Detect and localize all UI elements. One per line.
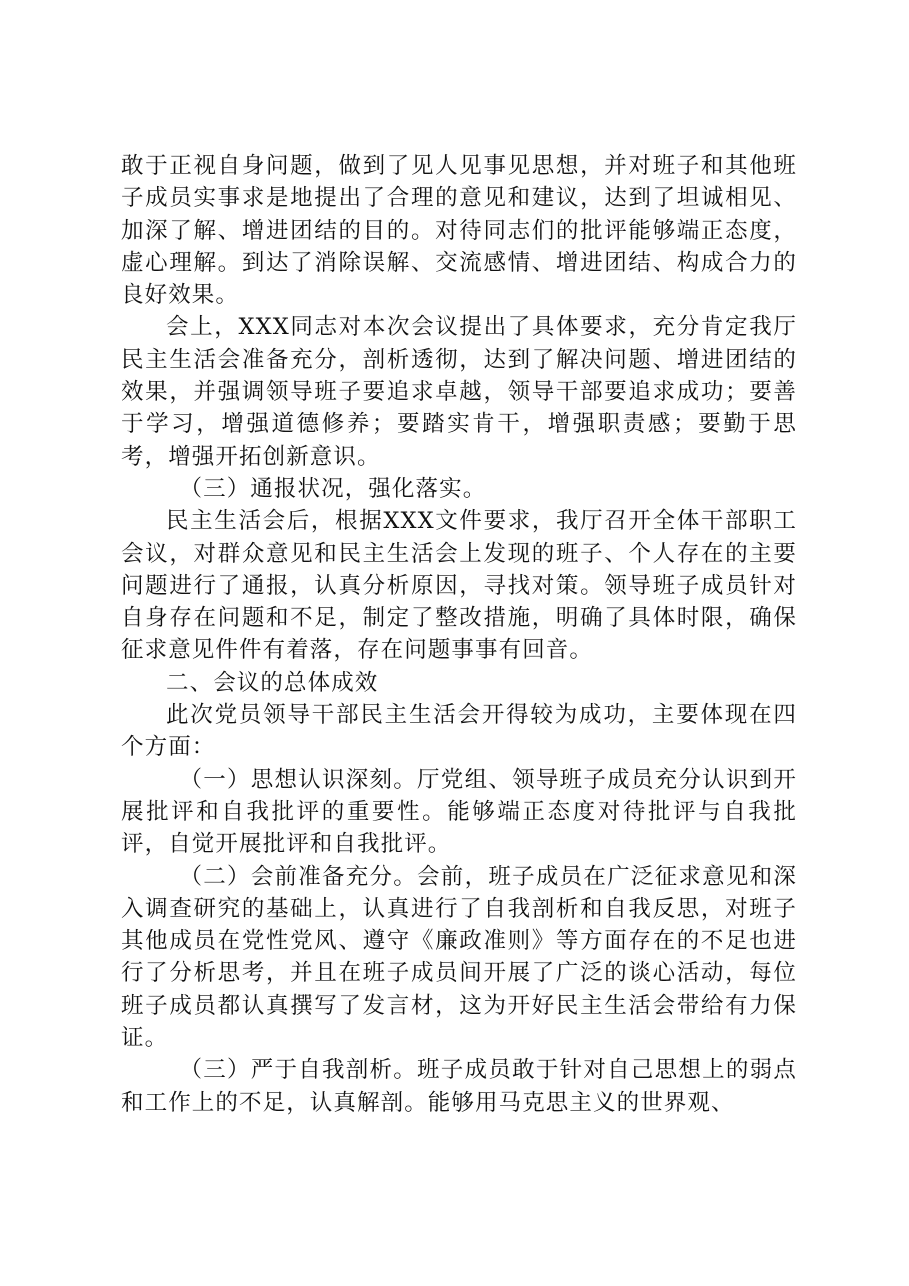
paragraph-aspect-two: （二）会前准备充分。会前，班子成员在广泛征求意见和深入调查研究的基础上，认真进行了自我剖析和自我反思，对班子其他成员在党性党风、遵守《廉政准则》等方面存在的不足也进行了分析思考，并且在班子成员间开展了广泛的谈心活动，每位班子成员都认真撰写了发言材，这为开好民主生活会带给有力保证。 — [121, 863, 797, 1052]
paragraph-four-aspects: 此次党员领导干部民主生活会开得较为成功，主要体现在四个方面： — [121, 702, 797, 761]
section-heading-report: （三）通报状况，强化落实。 — [179, 475, 487, 502]
paragraph-continuation: 敢于正视自身问题，做到了见人见事见思想，并对班子和其他班子成员实事求是地提出了合理的意见和建议，达到了坦诚相见、加深了解、增进团结的目的。对待同志们的批评能够端正态度，虚心理解。到达了消除误解、交流感情、增进团结、构成合力的良好效果。 — [121, 153, 797, 309]
paragraph-aspect-three: （三）严于自我剖析。班子成员敢于针对自己思想上的弱点和工作上的不足，认真解剖。能够用马克思主义的世界观、 — [121, 1057, 797, 1116]
paragraph-post-meeting: 民主生活会后，根据XXX文件要求，我厅召开全体干部职工会议，对群众意见和民主生活会上发现的班子、个人存在的主要问题进行了通报，认真分析原因，寻找对策。领导班子成员针对自身存在问题和不足，制定了整改措施，明确了具体时限，确保征求意见件件有着落，存在问题事事有回音。 — [121, 508, 797, 664]
section-heading-overall-results: 二、会议的总体成效 — [166, 669, 379, 696]
document-body — [121, 150, 797, 1119]
paragraph-aspect-one: （一）思想认识深刻。厅党组、领导班子成员充分认识到开展批评和自我批评的重要性。能够端正态度对待批评与自我批评，自觉开展批评和自我批评。 — [121, 766, 797, 858]
paragraph-meeting-requirements: 会上，XXX同志对本次会议提出了具体要求，充分肯定我厅民主生活会准备充分，剖析透彻，达到了解决问题、增进团结的效果，并强调领导班子要追求卓越，领导干部要追求成功；要善于学习，增强道德修养；要踏实肯干，增强职责感；要勤于思考，增强开拓创新意识。 — [121, 314, 797, 470]
